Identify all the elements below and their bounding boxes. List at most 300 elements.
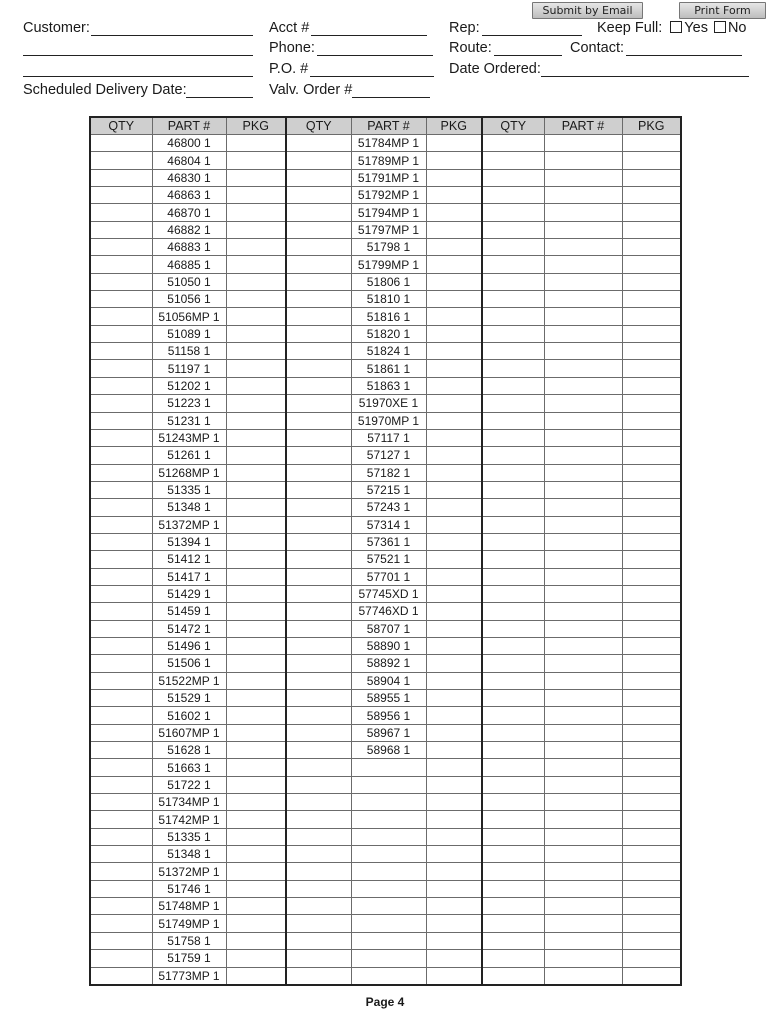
pkg-cell[interactable] — [226, 239, 286, 256]
pkg-cell[interactable] — [426, 135, 482, 152]
qty-cell[interactable] — [286, 672, 351, 689]
pkg-cell[interactable] — [622, 135, 681, 152]
qty-cell[interactable] — [90, 776, 152, 793]
qty-cell[interactable] — [90, 533, 152, 550]
pkg-cell[interactable] — [426, 169, 482, 186]
qty-cell[interactable] — [286, 655, 351, 672]
pkg-cell[interactable] — [426, 637, 482, 654]
qty-cell[interactable] — [286, 325, 351, 342]
qty-cell[interactable] — [90, 637, 152, 654]
pkg-cell[interactable] — [426, 724, 482, 741]
qty-cell[interactable] — [482, 863, 544, 880]
qty-cell[interactable] — [482, 811, 544, 828]
pkg-cell[interactable] — [622, 412, 681, 429]
qty-cell[interactable] — [482, 169, 544, 186]
pkg-cell[interactable] — [622, 794, 681, 811]
pkg-cell[interactable] — [226, 932, 286, 949]
qty-cell[interactable] — [90, 395, 152, 412]
qty-cell[interactable] — [482, 846, 544, 863]
pkg-cell[interactable] — [226, 967, 286, 985]
pkg-cell[interactable] — [426, 325, 482, 342]
pkg-cell[interactable] — [426, 950, 482, 967]
qty-cell[interactable] — [286, 707, 351, 724]
pkg-cell[interactable] — [426, 447, 482, 464]
pkg-cell[interactable] — [622, 516, 681, 533]
pkg-cell[interactable] — [226, 135, 286, 152]
acct-field[interactable] — [311, 35, 427, 36]
print-form-button[interactable]: Print Form — [679, 2, 766, 19]
pkg-cell[interactable] — [622, 690, 681, 707]
qty-cell[interactable] — [286, 187, 351, 204]
pkg-cell[interactable] — [622, 256, 681, 273]
pkg-cell[interactable] — [622, 464, 681, 481]
qty-cell[interactable] — [286, 291, 351, 308]
pkg-cell[interactable] — [226, 828, 286, 845]
pkg-cell[interactable] — [226, 533, 286, 550]
qty-cell[interactable] — [286, 828, 351, 845]
pkg-cell[interactable] — [622, 499, 681, 516]
pkg-cell[interactable] — [426, 880, 482, 897]
pkg-cell[interactable] — [426, 863, 482, 880]
qty-cell[interactable] — [482, 915, 544, 932]
pkg-cell[interactable] — [622, 343, 681, 360]
qty-cell[interactable] — [286, 273, 351, 290]
qty-cell[interactable] — [90, 447, 152, 464]
pkg-cell[interactable] — [226, 655, 286, 672]
qty-cell[interactable] — [286, 135, 351, 152]
pkg-cell[interactable] — [622, 759, 681, 776]
pkg-cell[interactable] — [622, 967, 681, 985]
qty-cell[interactable] — [482, 135, 544, 152]
qty-cell[interactable] — [286, 967, 351, 985]
qty-cell[interactable] — [482, 343, 544, 360]
qty-cell[interactable] — [90, 291, 152, 308]
pkg-cell[interactable] — [426, 603, 482, 620]
pkg-cell[interactable] — [226, 169, 286, 186]
pkg-cell[interactable] — [622, 273, 681, 290]
pkg-cell[interactable] — [226, 776, 286, 793]
qty-cell[interactable] — [90, 221, 152, 238]
pkg-cell[interactable] — [426, 690, 482, 707]
qty-cell[interactable] — [286, 412, 351, 429]
pkg-cell[interactable] — [426, 551, 482, 568]
qty-cell[interactable] — [90, 273, 152, 290]
pkg-cell[interactable] — [226, 620, 286, 637]
pkg-cell[interactable] — [426, 811, 482, 828]
qty-cell[interactable] — [286, 950, 351, 967]
pkg-cell[interactable] — [622, 620, 681, 637]
pkg-cell[interactable] — [622, 187, 681, 204]
qty-cell[interactable] — [286, 239, 351, 256]
pkg-cell[interactable] — [226, 429, 286, 446]
qty-cell[interactable] — [90, 967, 152, 985]
pkg-cell[interactable] — [426, 187, 482, 204]
qty-cell[interactable] — [482, 603, 544, 620]
pkg-cell[interactable] — [426, 516, 482, 533]
pkg-cell[interactable] — [622, 551, 681, 568]
qty-cell[interactable] — [286, 568, 351, 585]
qty-cell[interactable] — [286, 377, 351, 394]
scheduled-delivery-field[interactable] — [186, 97, 253, 98]
pkg-cell[interactable] — [622, 169, 681, 186]
pkg-cell[interactable] — [426, 655, 482, 672]
pkg-cell[interactable] — [622, 152, 681, 169]
qty-cell[interactable] — [482, 880, 544, 897]
pkg-cell[interactable] — [622, 239, 681, 256]
qty-cell[interactable] — [286, 447, 351, 464]
qty-cell[interactable] — [90, 256, 152, 273]
qty-cell[interactable] — [90, 568, 152, 585]
qty-cell[interactable] — [286, 343, 351, 360]
pkg-cell[interactable] — [622, 533, 681, 550]
pkg-cell[interactable] — [426, 533, 482, 550]
pkg-cell[interactable] — [226, 690, 286, 707]
qty-cell[interactable] — [286, 846, 351, 863]
pkg-cell[interactable] — [622, 204, 681, 221]
pkg-cell[interactable] — [226, 377, 286, 394]
pkg-cell[interactable] — [426, 273, 482, 290]
pkg-cell[interactable] — [426, 464, 482, 481]
pkg-cell[interactable] — [426, 221, 482, 238]
qty-cell[interactable] — [90, 464, 152, 481]
pkg-cell[interactable] — [426, 828, 482, 845]
submit-by-email-button[interactable]: Submit by Email — [532, 2, 643, 19]
qty-cell[interactable] — [90, 880, 152, 897]
qty-cell[interactable] — [286, 932, 351, 949]
pkg-cell[interactable] — [622, 880, 681, 897]
qty-cell[interactable] — [286, 603, 351, 620]
qty-cell[interactable] — [482, 481, 544, 498]
qty-cell[interactable] — [286, 724, 351, 741]
pkg-cell[interactable] — [622, 846, 681, 863]
qty-cell[interactable] — [90, 325, 152, 342]
qty-cell[interactable] — [90, 551, 152, 568]
qty-cell[interactable] — [90, 811, 152, 828]
pkg-cell[interactable] — [226, 603, 286, 620]
qty-cell[interactable] — [286, 533, 351, 550]
qty-cell[interactable] — [286, 863, 351, 880]
pkg-cell[interactable] — [622, 377, 681, 394]
pkg-cell[interactable] — [426, 742, 482, 759]
qty-cell[interactable] — [482, 239, 544, 256]
qty-cell[interactable] — [90, 742, 152, 759]
pkg-cell[interactable] — [226, 637, 286, 654]
qty-cell[interactable] — [90, 655, 152, 672]
pkg-cell[interactable] — [622, 655, 681, 672]
qty-cell[interactable] — [482, 204, 544, 221]
qty-cell[interactable] — [286, 776, 351, 793]
qty-cell[interactable] — [482, 707, 544, 724]
qty-cell[interactable] — [482, 152, 544, 169]
pkg-cell[interactable] — [426, 759, 482, 776]
pkg-cell[interactable] — [426, 568, 482, 585]
qty-cell[interactable] — [90, 429, 152, 446]
qty-cell[interactable] — [90, 932, 152, 949]
qty-cell[interactable] — [286, 690, 351, 707]
route-field[interactable] — [494, 55, 562, 56]
qty-cell[interactable] — [286, 620, 351, 637]
qty-cell[interactable] — [482, 447, 544, 464]
pkg-cell[interactable] — [226, 343, 286, 360]
pkg-cell[interactable] — [226, 568, 286, 585]
qty-cell[interactable] — [90, 620, 152, 637]
pkg-cell[interactable] — [226, 880, 286, 897]
qty-cell[interactable] — [482, 308, 544, 325]
qty-cell[interactable] — [286, 395, 351, 412]
pkg-cell[interactable] — [426, 360, 482, 377]
pkg-cell[interactable] — [226, 759, 286, 776]
pkg-cell[interactable] — [622, 707, 681, 724]
qty-cell[interactable] — [286, 742, 351, 759]
customer-field-line-3[interactable] — [23, 76, 253, 77]
customer-field[interactable] — [91, 35, 253, 36]
pkg-cell[interactable] — [226, 152, 286, 169]
pkg-cell[interactable] — [426, 499, 482, 516]
pkg-cell[interactable] — [426, 776, 482, 793]
pkg-cell[interactable] — [622, 672, 681, 689]
customer-field-line-2[interactable] — [23, 55, 253, 56]
qty-cell[interactable] — [90, 481, 152, 498]
pkg-cell[interactable] — [622, 221, 681, 238]
qty-cell[interactable] — [286, 360, 351, 377]
qty-cell[interactable] — [90, 690, 152, 707]
qty-cell[interactable] — [482, 516, 544, 533]
pkg-cell[interactable] — [426, 707, 482, 724]
qty-cell[interactable] — [482, 967, 544, 985]
qty-cell[interactable] — [90, 863, 152, 880]
qty-cell[interactable] — [482, 794, 544, 811]
qty-cell[interactable] — [482, 499, 544, 516]
qty-cell[interactable] — [90, 412, 152, 429]
qty-cell[interactable] — [90, 308, 152, 325]
qty-cell[interactable] — [482, 533, 544, 550]
contact-field[interactable] — [626, 55, 742, 56]
qty-cell[interactable] — [286, 256, 351, 273]
qty-cell[interactable] — [90, 135, 152, 152]
pkg-cell[interactable] — [622, 585, 681, 602]
pkg-cell[interactable] — [426, 429, 482, 446]
qty-cell[interactable] — [482, 360, 544, 377]
pkg-cell[interactable] — [226, 464, 286, 481]
pkg-cell[interactable] — [226, 724, 286, 741]
qty-cell[interactable] — [482, 412, 544, 429]
pkg-cell[interactable] — [426, 967, 482, 985]
qty-cell[interactable] — [482, 325, 544, 342]
pkg-cell[interactable] — [622, 811, 681, 828]
qty-cell[interactable] — [90, 898, 152, 915]
pkg-cell[interactable] — [426, 846, 482, 863]
pkg-cell[interactable] — [226, 950, 286, 967]
qty-cell[interactable] — [90, 724, 152, 741]
rep-field[interactable] — [482, 35, 582, 36]
qty-cell[interactable] — [482, 950, 544, 967]
pkg-cell[interactable] — [426, 794, 482, 811]
qty-cell[interactable] — [482, 377, 544, 394]
pkg-cell[interactable] — [426, 585, 482, 602]
pkg-cell[interactable] — [426, 239, 482, 256]
pkg-cell[interactable] — [426, 915, 482, 932]
pkg-cell[interactable] — [426, 898, 482, 915]
qty-cell[interactable] — [482, 898, 544, 915]
pkg-cell[interactable] — [226, 273, 286, 290]
qty-cell[interactable] — [482, 291, 544, 308]
pkg-cell[interactable] — [622, 568, 681, 585]
pkg-cell[interactable] — [426, 932, 482, 949]
qty-cell[interactable] — [482, 776, 544, 793]
yes-checkbox[interactable] — [670, 21, 682, 33]
pkg-cell[interactable] — [622, 932, 681, 949]
qty-cell[interactable] — [286, 915, 351, 932]
pkg-cell[interactable] — [622, 950, 681, 967]
pkg-cell[interactable] — [226, 308, 286, 325]
pkg-cell[interactable] — [426, 256, 482, 273]
qty-cell[interactable] — [286, 429, 351, 446]
qty-cell[interactable] — [90, 499, 152, 516]
pkg-cell[interactable] — [226, 499, 286, 516]
qty-cell[interactable] — [286, 308, 351, 325]
qty-cell[interactable] — [90, 377, 152, 394]
pkg-cell[interactable] — [622, 915, 681, 932]
qty-cell[interactable] — [90, 950, 152, 967]
pkg-cell[interactable] — [226, 863, 286, 880]
qty-cell[interactable] — [286, 551, 351, 568]
pkg-cell[interactable] — [226, 447, 286, 464]
qty-cell[interactable] — [90, 915, 152, 932]
qty-cell[interactable] — [90, 707, 152, 724]
pkg-cell[interactable] — [226, 204, 286, 221]
qty-cell[interactable] — [482, 187, 544, 204]
qty-cell[interactable] — [286, 759, 351, 776]
qty-cell[interactable] — [90, 672, 152, 689]
qty-cell[interactable] — [90, 169, 152, 186]
pkg-cell[interactable] — [622, 776, 681, 793]
qty-cell[interactable] — [90, 204, 152, 221]
qty-cell[interactable] — [90, 152, 152, 169]
qty-cell[interactable] — [286, 637, 351, 654]
qty-cell[interactable] — [286, 152, 351, 169]
pkg-cell[interactable] — [226, 898, 286, 915]
qty-cell[interactable] — [286, 898, 351, 915]
qty-cell[interactable] — [482, 395, 544, 412]
pkg-cell[interactable] — [622, 828, 681, 845]
qty-cell[interactable] — [90, 343, 152, 360]
qty-cell[interactable] — [286, 464, 351, 481]
pkg-cell[interactable] — [622, 395, 681, 412]
qty-cell[interactable] — [286, 811, 351, 828]
pkg-cell[interactable] — [426, 343, 482, 360]
qty-cell[interactable] — [90, 603, 152, 620]
pkg-cell[interactable] — [622, 429, 681, 446]
pkg-cell[interactable] — [426, 620, 482, 637]
qty-cell[interactable] — [90, 846, 152, 863]
pkg-cell[interactable] — [226, 846, 286, 863]
qty-cell[interactable] — [482, 273, 544, 290]
pkg-cell[interactable] — [426, 412, 482, 429]
pkg-cell[interactable] — [226, 516, 286, 533]
qty-cell[interactable] — [482, 637, 544, 654]
qty-cell[interactable] — [482, 429, 544, 446]
pkg-cell[interactable] — [622, 863, 681, 880]
qty-cell[interactable] — [90, 794, 152, 811]
pkg-cell[interactable] — [226, 742, 286, 759]
pkg-cell[interactable] — [226, 481, 286, 498]
pkg-cell[interactable] — [226, 585, 286, 602]
pkg-cell[interactable] — [622, 481, 681, 498]
qty-cell[interactable] — [482, 828, 544, 845]
pkg-cell[interactable] — [226, 360, 286, 377]
pkg-cell[interactable] — [622, 724, 681, 741]
qty-cell[interactable] — [90, 759, 152, 776]
qty-cell[interactable] — [286, 516, 351, 533]
qty-cell[interactable] — [482, 568, 544, 585]
qty-cell[interactable] — [286, 794, 351, 811]
pkg-cell[interactable] — [426, 291, 482, 308]
pkg-cell[interactable] — [226, 325, 286, 342]
pkg-cell[interactable] — [426, 481, 482, 498]
pkg-cell[interactable] — [622, 447, 681, 464]
date-ordered-field[interactable] — [541, 76, 749, 77]
phone-field[interactable] — [317, 55, 433, 56]
qty-cell[interactable] — [482, 724, 544, 741]
pkg-cell[interactable] — [622, 291, 681, 308]
pkg-cell[interactable] — [226, 291, 286, 308]
qty-cell[interactable] — [482, 620, 544, 637]
pkg-cell[interactable] — [226, 395, 286, 412]
qty-cell[interactable] — [482, 759, 544, 776]
pkg-cell[interactable] — [226, 811, 286, 828]
qty-cell[interactable] — [482, 585, 544, 602]
qty-cell[interactable] — [90, 585, 152, 602]
po-field[interactable] — [310, 76, 434, 77]
qty-cell[interactable] — [482, 932, 544, 949]
qty-cell[interactable] — [482, 690, 544, 707]
no-checkbox[interactable] — [714, 21, 726, 33]
pkg-cell[interactable] — [622, 603, 681, 620]
pkg-cell[interactable] — [426, 395, 482, 412]
pkg-cell[interactable] — [226, 915, 286, 932]
qty-cell[interactable] — [286, 204, 351, 221]
pkg-cell[interactable] — [426, 308, 482, 325]
pkg-cell[interactable] — [426, 204, 482, 221]
pkg-cell[interactable] — [622, 308, 681, 325]
pkg-cell[interactable] — [426, 377, 482, 394]
pkg-cell[interactable] — [426, 152, 482, 169]
pkg-cell[interactable] — [226, 256, 286, 273]
qty-cell[interactable] — [482, 256, 544, 273]
qty-cell[interactable] — [286, 169, 351, 186]
pkg-cell[interactable] — [226, 221, 286, 238]
valv-order-field[interactable] — [352, 97, 430, 98]
pkg-cell[interactable] — [426, 672, 482, 689]
pkg-cell[interactable] — [622, 637, 681, 654]
pkg-cell[interactable] — [226, 794, 286, 811]
pkg-cell[interactable] — [622, 325, 681, 342]
qty-cell[interactable] — [286, 499, 351, 516]
qty-cell[interactable] — [482, 655, 544, 672]
pkg-cell[interactable] — [226, 672, 286, 689]
qty-cell[interactable] — [286, 221, 351, 238]
qty-cell[interactable] — [90, 187, 152, 204]
qty-cell[interactable] — [286, 481, 351, 498]
qty-cell[interactable] — [482, 672, 544, 689]
qty-cell[interactable] — [90, 828, 152, 845]
pkg-cell[interactable] — [622, 742, 681, 759]
pkg-cell[interactable] — [226, 412, 286, 429]
pkg-cell[interactable] — [226, 187, 286, 204]
qty-cell[interactable] — [286, 585, 351, 602]
qty-cell[interactable] — [482, 551, 544, 568]
qty-cell[interactable] — [482, 221, 544, 238]
